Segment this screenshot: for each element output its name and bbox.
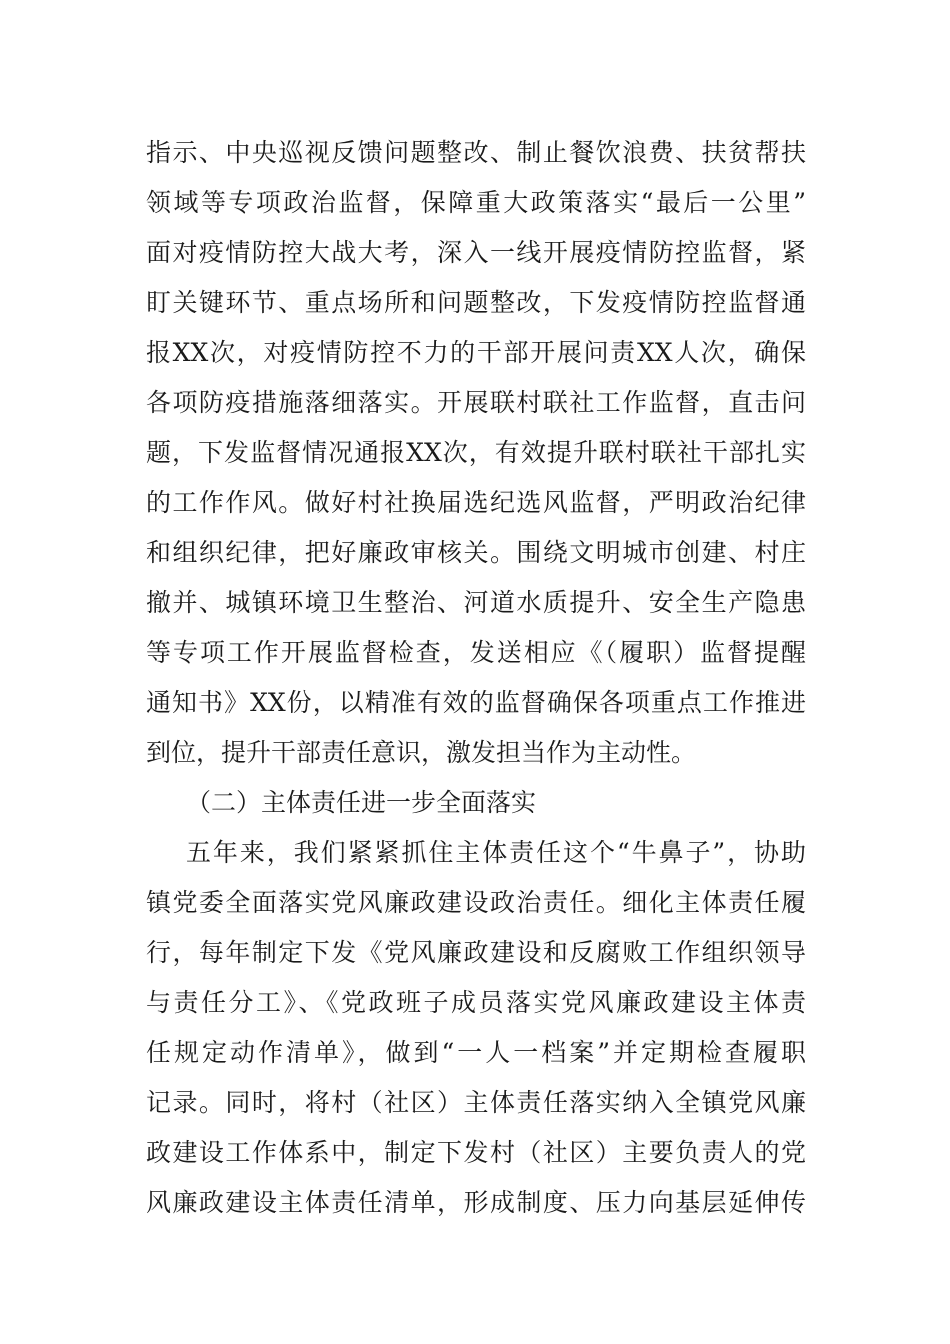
text-line: 报XX次，对疫情防控不力的干部开展问责XX人次，确保	[146, 338, 806, 367]
text-line: 题，下发监督情况通报XX次，有效提升联村联社干部扎实	[146, 438, 806, 467]
text-line: 撤并、城镇环境卫生整治、河道水质提升、安全生产隐患	[146, 588, 806, 617]
text-line: 盯关键环节、重点场所和问题整改，下发疫情防控监督通	[146, 288, 806, 317]
text-line: 的工作作风。做好村社换届选纪选风监督，严明政治纪律	[146, 488, 806, 517]
text-line: 任规定动作清单》，做到“一人一档案”并定期检查履职	[146, 1038, 806, 1067]
text-line: 指示、中央巡视反馈问题整改、制止餐饮浪费、扶贫帮扶	[146, 138, 806, 167]
text-line: 到位，提升干部责任意识，激发担当作为主动性。	[146, 738, 697, 767]
text-line: 记录。同时，将村（社区）主体责任落实纳入全镇党风廉	[146, 1088, 806, 1117]
text-line: 面对疫情防控大战大考，深入一线开展疫情防控监督，紧	[146, 238, 806, 267]
section-heading: （二）主体责任进一步全面落实	[186, 788, 537, 817]
text-line: 行，每年制定下发《党风廉政建设和反腐败工作组织领导	[146, 938, 806, 967]
text-line: 等专项工作开展监督检查，发送相应《（履职）监督提醒	[146, 638, 806, 667]
text-line: 各项防疫措施落细落实。开展联村联社工作监督，直击问	[146, 388, 806, 417]
text-line: 风廉政建设主体责任清单，形成制度、压力向基层延伸传	[146, 1188, 806, 1217]
text-line: 与责任分工》、《党政班子成员落实党风廉政建设主体责	[146, 988, 806, 1017]
document-body	[146, 128, 806, 1228]
text-line: 政建设工作体系中，制定下发村（社区）主要负责人的党	[146, 1138, 806, 1167]
text-line: 领域等专项政治监督，保障重大政策落实“最后一公里”	[146, 188, 806, 217]
text-line: 五年来，我们紧紧抓住主体责任这个“牛鼻子”，协助	[186, 838, 806, 867]
text-line: 镇党委全面落实党风廉政建设政治责任。细化主体责任履	[146, 888, 806, 917]
text-line: 和组织纪律，把好廉政审核关。围绕文明城市创建、村庄	[146, 538, 806, 567]
text-line: 通知书》XX份，以精准有效的监督确保各项重点工作推进	[146, 688, 806, 717]
